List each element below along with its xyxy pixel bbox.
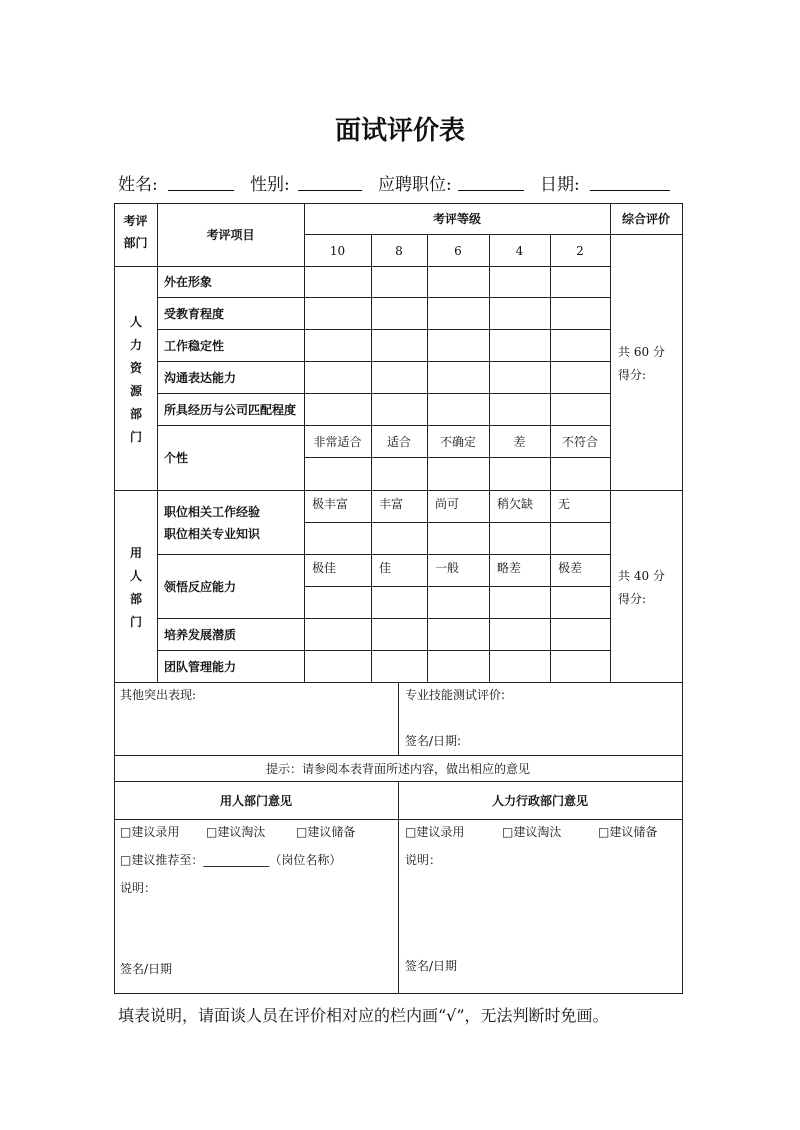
footer-note: 填表说明，请面谈人员在评价相对应的栏内画“√”，无法判断时免画。 <box>118 1006 609 1025</box>
hr-item: 外在形象 <box>164 275 213 289</box>
position-label: 应聘职位: <box>378 175 452 195</box>
header-item: 考评项目 <box>206 228 255 242</box>
user-option-reserve[interactable]: □建议储备 <box>296 825 356 839</box>
sign-date-label: 签名/日期: <box>405 734 462 748</box>
hr-option-hire[interactable]: □建议录用 <box>405 825 465 839</box>
score-6: 6 <box>454 244 462 258</box>
skill-eval-label: 专业技能测试评价: <box>405 688 506 702</box>
user-item: 团队管理能力 <box>164 660 237 674</box>
name-label: 姓名: <box>118 175 158 195</box>
ability-grade: 略差 <box>497 561 522 575</box>
score-8: 8 <box>395 244 403 258</box>
user-total: 共 40 分 <box>618 569 665 583</box>
user-option-hire[interactable]: □建议录用 <box>120 825 180 839</box>
exp-grade: 尚可 <box>435 497 460 511</box>
hr-option-reject[interactable]: □建议淘汰 <box>502 825 562 839</box>
hr-explain-label: 说明： <box>405 853 442 867</box>
hr-sign-label: 签名/日期 <box>405 959 458 973</box>
user-opinion-title: 用人部门意见 <box>219 794 292 808</box>
user-item: 培养发展潜质 <box>164 628 237 642</box>
hr-item-personality: 个性 <box>164 451 189 465</box>
user-item: 职位相关工作经验 <box>164 505 261 519</box>
user-score[interactable]: 得分: <box>618 592 647 606</box>
header-dept: 考评部门 <box>123 214 148 250</box>
hr-score[interactable]: 得分: <box>618 368 647 382</box>
personality-grade: 差 <box>513 435 526 449</box>
personality-grade: 不确定 <box>439 435 476 449</box>
ability-grade: 佳 <box>379 561 392 575</box>
header-grade: 考评等级 <box>432 212 481 226</box>
score-4: 4 <box>515 244 524 258</box>
user-option-reject[interactable]: □建议淘汰 <box>206 825 266 839</box>
header-total: 综合评价 <box>621 212 670 226</box>
ability-grade: 极差 <box>558 561 583 575</box>
exp-grade: 极丰富 <box>312 497 349 511</box>
ability-grade: 一般 <box>435 561 460 575</box>
ability-grade: 极佳 <box>312 561 337 575</box>
personality-grade: 非常适合 <box>313 435 362 449</box>
hr-total: 共 60 分 <box>618 345 665 359</box>
hr-item: 工作稳定性 <box>164 339 225 353</box>
hr-opinion-title: 人力行政部门意见 <box>491 794 588 808</box>
score-2: 2 <box>576 244 584 258</box>
user-item: 职位相关专业知识 <box>164 527 261 541</box>
personality-grade: 不符合 <box>561 435 598 449</box>
user-sign-label: 签名/日期 <box>120 962 173 976</box>
gender-label: 性别: <box>250 175 290 195</box>
user-dept-label: 用 人 部 门 <box>129 546 142 629</box>
personality-grade: 适合 <box>386 435 411 449</box>
score-10: 10 <box>329 244 346 258</box>
exp-grade: 丰富 <box>379 497 404 511</box>
exp-grade: 稍欠缺 <box>497 497 534 511</box>
hint-text: 提示：请参阅本表背面所述内容，做出相应的意见 <box>265 762 530 776</box>
hr-option-reserve[interactable]: □建议储备 <box>598 825 658 839</box>
hr-dept-label: 人 力 资 源 部 门 <box>129 315 142 444</box>
date-label: 日期: <box>540 175 580 195</box>
exp-grade: 无 <box>558 497 571 511</box>
outstanding-label: 其他突出表现: <box>120 688 197 702</box>
user-explain-label: 说明： <box>120 881 157 895</box>
page-title: 面试评价表 <box>334 116 465 146</box>
user-item-ability: 领悟反应能力 <box>164 580 237 594</box>
hr-item: 沟通表达能力 <box>164 371 237 385</box>
hr-item: 所具经历与公司匹配程度 <box>164 403 297 417</box>
hr-item: 受教育程度 <box>164 307 225 321</box>
recommend-field[interactable]: □建议推荐至：___________（岗位名称） <box>120 853 342 867</box>
